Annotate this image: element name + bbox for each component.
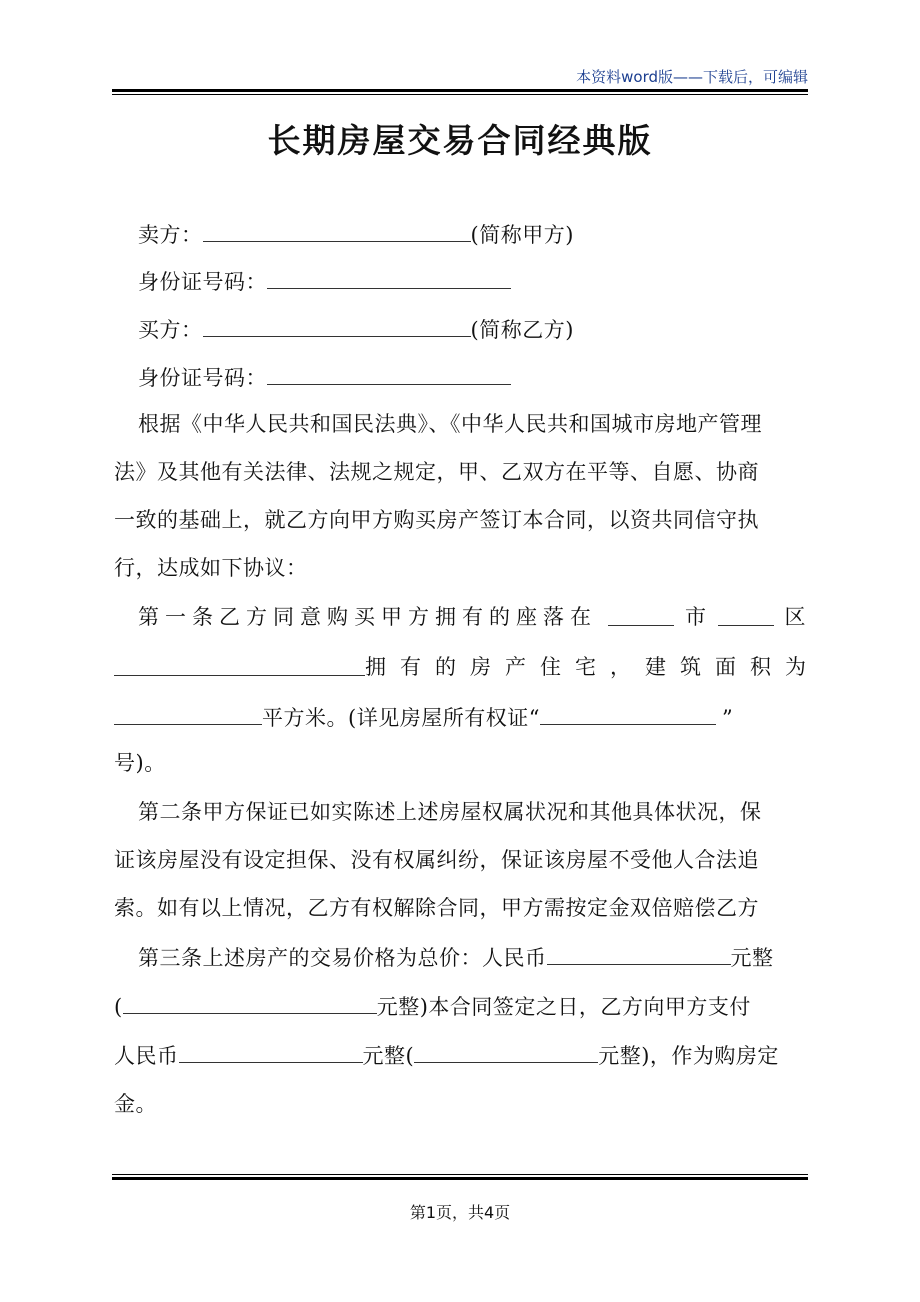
seller-line (138, 221, 806, 247)
footer-rule-thick (112, 1177, 808, 1180)
article-1-line (138, 605, 806, 631)
total-price-blank[interactable] (547, 944, 731, 965)
article-3-line (114, 993, 806, 1019)
article-1-text: 拥有的房产住宅，建筑面积为 (365, 655, 820, 679)
buyer-line (138, 316, 806, 342)
seller-id-label: 身份证号码： (138, 270, 267, 294)
seller-label: 卖方： (138, 223, 203, 247)
article-3-text: 元整)，作为购房定 (598, 1044, 779, 1068)
article-1-text: ” (721, 706, 734, 730)
deposit-blank[interactable] (179, 1042, 363, 1063)
article-3-text: 元整( (362, 1044, 415, 1068)
article-1-text: 第一条乙方同意购买甲方拥有的座落在 (138, 605, 597, 629)
page-indicator: 第1页，共4页 (409, 1203, 511, 1222)
header-rule-thin (112, 94, 808, 95)
article-1-line (114, 704, 806, 730)
article-2-line: 索。如有以上情况，乙方有权解除合同，甲方需按定金双倍赔偿乙方 (114, 896, 759, 920)
article-3-text: 元整 (730, 946, 774, 970)
article-1-line (114, 655, 820, 681)
deposit-words-blank[interactable] (414, 1042, 598, 1063)
buyer-label: 买方： (138, 318, 203, 342)
header-note: 本资料word版——下载后，可编辑 (576, 68, 808, 86)
total-price-words-blank[interactable] (123, 993, 377, 1014)
article-3-line (138, 944, 806, 970)
district-blank[interactable] (718, 605, 774, 626)
article-3-text: 元整)本合同签定之日，乙方向甲方支付 (376, 995, 751, 1019)
article-2-line: 第二条甲方保证已如实陈述上述房屋权属状况和其他具体状况，保 (138, 800, 762, 824)
document-title: 长期房屋交易合同经典版 (267, 121, 653, 160)
footer-rule-thin (112, 1174, 808, 1175)
address-blank[interactable] (114, 655, 365, 676)
seller-id-line (138, 268, 806, 294)
article-3-text: 人民币 (114, 1044, 179, 1068)
preamble-line: 行，达成如下协议： (114, 556, 308, 580)
article-3-text: ( (114, 995, 123, 1019)
buyer-id-line (138, 364, 806, 390)
seller-suffix: (简称甲方) (470, 223, 574, 247)
preamble-line: 法》及其他有关法律、法规之规定，甲、乙双方在平等、自愿、协商 (114, 460, 759, 484)
article-2-line: 证该房屋没有设定担保、没有权属纠纷，保证该房屋不受他人合法追 (114, 848, 759, 872)
article-1-line: 号)。 (114, 751, 166, 775)
district-label: 区 (784, 605, 806, 629)
seller-blank[interactable] (203, 221, 471, 242)
article-3-text: 第三条上述房产的交易价格为总价：人民币 (138, 946, 547, 970)
preamble-line: 一致的基础上，就乙方向甲方购买房产签订本合同，以资共同信守执 (114, 508, 759, 532)
article-3-line: 金。 (114, 1092, 157, 1116)
header-rule-thick (112, 89, 808, 92)
buyer-id-label: 身份证号码： (138, 366, 267, 390)
city-label: 市 (685, 605, 707, 629)
area-blank[interactable] (114, 704, 262, 725)
buyer-id-blank[interactable] (267, 364, 511, 385)
preamble-line: 根据《中华人民共和国民法典》、《中华人民共和国城市房地产管理 (138, 412, 762, 436)
seller-id-blank[interactable] (267, 268, 511, 289)
buyer-suffix: (简称乙方) (470, 318, 574, 342)
certificate-no-blank[interactable] (540, 704, 716, 725)
article-3-line (114, 1042, 806, 1068)
buyer-blank[interactable] (203, 316, 471, 337)
article-1-text: 平方米。(详见房屋所有权证“ (262, 706, 540, 730)
city-blank[interactable] (608, 605, 674, 626)
